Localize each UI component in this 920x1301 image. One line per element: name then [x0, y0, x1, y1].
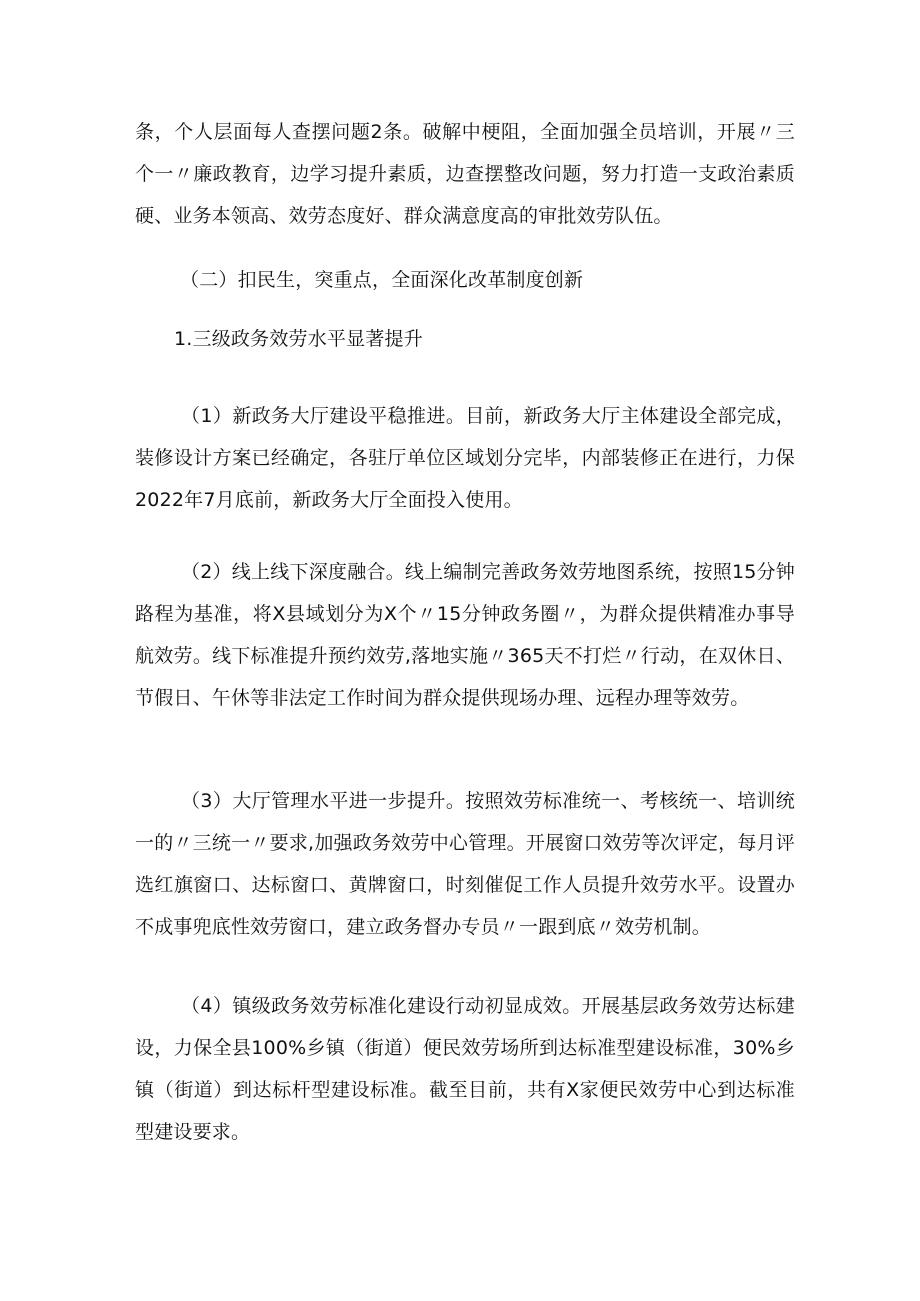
paragraph-item-3: （3）大厅管理水平进一步提升。按照效劳标准统一、考核统一、培训统一的〃三统一〃要求,加强政务效劳中心管理。开展窗口效劳等次评定，每月评选红旗窗口、达标窗口、黄牌窗口，时刻催促工作人员提升效劳水平。设置办不成事兜底性效劳窗口，建立政务督办专员〃一跟到底〃效劳机制。 [135, 790, 795, 938]
paragraph-item-2: （2）线上线下深度融合。线上编制完善政务效劳地图系统，按照15分钟路程为基准，将X县域划分为X个〃15分钟政务圈〃，为群众提供精准办事导航效劳。线下标准提升预约效劳,落地实施〃365天不打烂〃行动，在双休日、节假日、午休等非法定工作时间为群众提供现场办理、远程办理等效劳。 [135, 561, 795, 709]
paragraph-continuation: 条，个人层面每人查摆问题2条。破解中梗阻，全面加强全员培训，开展〃三个一〃廉政教育，边学习提升素质，边查摆整改问题，努力打造一支政治素质硬、业务本领高、效劳态度好、群众满意度高的审批效劳队伍。 [135, 121, 795, 227]
paragraph-item-1: （1）新政务大厅建设平稳推进。目前，新政务大厅主体建设全部完成，装修设计方案已经确定，各驻厅单位区域划分完毕，内部装修正在进行，力保2022年7月底前，新政务大厅全面投入使用。 [135, 405, 795, 511]
subsection-heading-1: 1.三级政务效劳水平显著提升 [174, 328, 423, 350]
paragraph-item-4: （4）镇级政务效劳标准化建设行动初显成效。开展基层政务效劳达标建设，力保全县100%乡镇（街道）便民效劳场所到达标准型建设标准，30%乡镇（街道）到达标杆型建设标准。截至目前，共有X家便民效劳中心到达标准型建设要求。 [135, 995, 795, 1143]
section-heading-2: （二）扣民生，突重点，全面深化改革制度创新 [180, 269, 584, 291]
